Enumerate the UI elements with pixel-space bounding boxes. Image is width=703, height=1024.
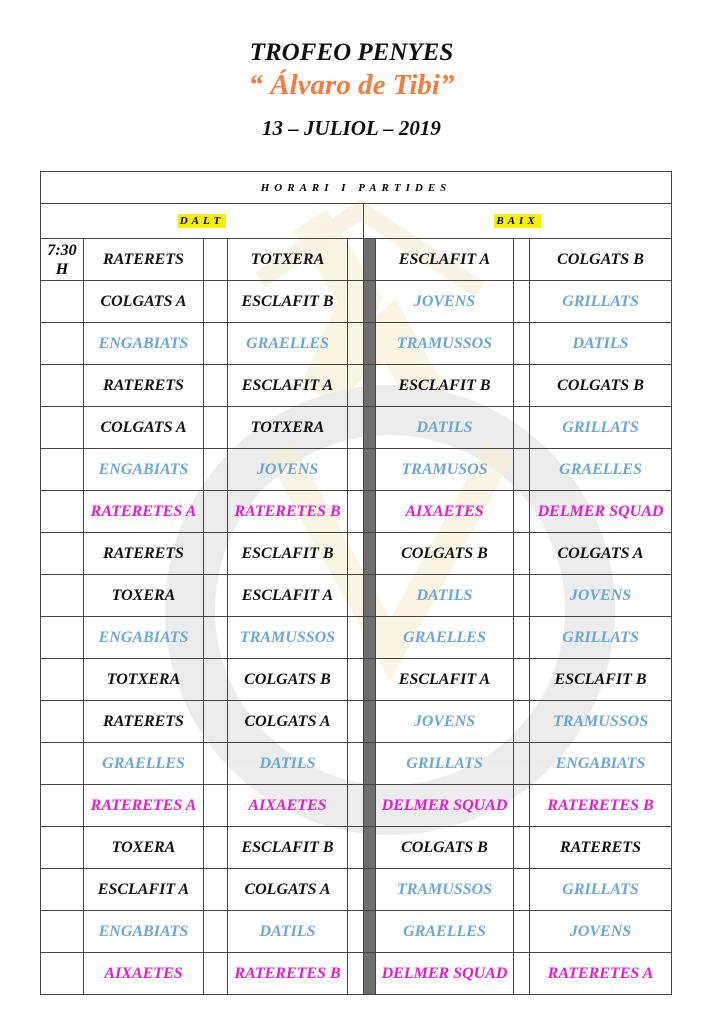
match-team-cell: COLGATS A [530, 533, 672, 575]
match-team-cell: AIXAETES [376, 491, 514, 533]
match-team-cell: JOVENS [530, 575, 672, 617]
time-cell [41, 785, 84, 827]
table-row [41, 449, 672, 491]
table-row [41, 491, 672, 533]
spacer-cell [514, 281, 530, 323]
spacer-cell [348, 575, 364, 617]
table-row [41, 911, 672, 953]
time-cell [41, 953, 84, 995]
match-team-cell: GRILLATS [530, 869, 672, 911]
match-team-cell: ESCLAFIT A [376, 239, 514, 281]
spacer-cell [514, 785, 530, 827]
spacer-cell [204, 491, 228, 533]
spacer-cell [204, 827, 228, 869]
time-cell [41, 533, 84, 575]
spacer-cell [204, 239, 228, 281]
column-divider [364, 407, 376, 449]
spacer-cell [204, 785, 228, 827]
match-team-cell: DELMER SQUAD [376, 785, 514, 827]
column-divider [364, 869, 376, 911]
match-team-cell: DELMER SQUAD [530, 491, 672, 533]
document-subtitle: “ Álvaro de Tibi” [248, 69, 455, 101]
schedule-rows [41, 239, 672, 995]
spacer-cell [514, 323, 530, 365]
table-row [41, 743, 672, 785]
document-header [0, 38, 703, 142]
column-divider [364, 953, 376, 995]
spacer-cell [204, 659, 228, 701]
match-team-cell: COLGATS A [228, 869, 348, 911]
spacer-cell [348, 953, 364, 995]
time-cell [41, 449, 84, 491]
match-team-cell: GRAELLES [376, 911, 514, 953]
match-team-cell: RATERETS [84, 701, 204, 743]
spacer-cell [348, 911, 364, 953]
time-cell [41, 617, 84, 659]
time-cell [41, 701, 84, 743]
spacer-cell [348, 617, 364, 659]
spacer-cell [348, 491, 364, 533]
match-team-cell: RATERETS [84, 365, 204, 407]
match-team-cell: DATILS [530, 323, 672, 365]
spacer-cell [514, 449, 530, 491]
table-row [41, 659, 672, 701]
spacer-cell [514, 953, 530, 995]
column-divider [364, 659, 376, 701]
match-team-cell: COLGATS B [530, 239, 672, 281]
spacer-cell [204, 911, 228, 953]
match-team-cell: ENGABIATS [530, 743, 672, 785]
match-team-cell: TOTXERA [84, 659, 204, 701]
match-team-cell: JOVENS [376, 281, 514, 323]
spacer-cell [204, 953, 228, 995]
spacer-cell [514, 365, 530, 407]
match-team-cell: RATERETS [84, 239, 204, 281]
section-label-dalt: DALT [179, 215, 225, 227]
match-team-cell: TRAMUSSOS [530, 701, 672, 743]
spacer-cell [514, 533, 530, 575]
spacer-cell [204, 365, 228, 407]
column-divider [364, 785, 376, 827]
match-team-cell: TRAMUSOS [376, 449, 514, 491]
spacer-cell [348, 281, 364, 323]
match-team-cell: ENGABIATS [84, 323, 204, 365]
table-row [41, 323, 672, 365]
spacer-cell [514, 575, 530, 617]
table-row [41, 953, 672, 995]
match-team-cell: DATILS [228, 911, 348, 953]
spacer-cell [514, 701, 530, 743]
time-cell [41, 743, 84, 785]
column-divider [364, 533, 376, 575]
column-divider [364, 281, 376, 323]
match-team-cell: RATERETES A [84, 785, 204, 827]
time-cell [41, 407, 84, 449]
spacer-cell [348, 827, 364, 869]
spacer-cell [514, 491, 530, 533]
match-team-cell: GRAELLES [84, 743, 204, 785]
match-team-cell: RATERETES B [228, 491, 348, 533]
spacer-cell [204, 449, 228, 491]
table-row [41, 533, 672, 575]
section-header-baix [364, 204, 672, 239]
spacer-cell [514, 827, 530, 869]
spacer-cell [348, 449, 364, 491]
match-team-cell: GRILLATS [530, 407, 672, 449]
spacer-cell [348, 365, 364, 407]
match-team-cell: COLGATS A [228, 701, 348, 743]
column-divider [364, 365, 376, 407]
spacer-cell [514, 659, 530, 701]
spacer-cell [204, 323, 228, 365]
table-row [41, 575, 672, 617]
match-team-cell: ESCLAFIT B [228, 827, 348, 869]
time-cell [41, 911, 84, 953]
table-row [41, 869, 672, 911]
spacer-cell [204, 743, 228, 785]
match-team-cell: JOVENS [530, 911, 672, 953]
match-team-cell: ESCLAFIT B [376, 365, 514, 407]
match-team-cell: AIXAETES [84, 953, 204, 995]
time-cell: 7:30 H [41, 239, 84, 281]
table-row [41, 785, 672, 827]
match-team-cell: RATERETS [530, 827, 672, 869]
column-divider [364, 911, 376, 953]
spacer-cell [514, 407, 530, 449]
table-row [41, 365, 672, 407]
spacer-cell [204, 407, 228, 449]
match-team-cell: COLGATS B [376, 827, 514, 869]
table-row [41, 239, 672, 281]
spacer-cell [514, 911, 530, 953]
spacer-cell [348, 743, 364, 785]
column-divider [364, 491, 376, 533]
spacer-cell [348, 533, 364, 575]
document-title: TROFEO PENYES [249, 39, 454, 66]
match-team-cell: COLGATS B [376, 533, 514, 575]
match-team-cell: GRILLATS [530, 617, 672, 659]
match-team-cell: COLGATS A [84, 281, 204, 323]
table-title [41, 172, 672, 204]
time-cell [41, 365, 84, 407]
match-team-cell: GRILLATS [530, 281, 672, 323]
column-divider [364, 617, 376, 659]
match-team-cell: COLGATS B [530, 365, 672, 407]
match-team-cell: RATERETES A [84, 491, 204, 533]
column-divider [364, 575, 376, 617]
match-team-cell: ENGABIATS [84, 617, 204, 659]
match-team-cell: TOTXERA [228, 407, 348, 449]
spacer-cell [348, 869, 364, 911]
match-team-cell: ESCLAFIT B [228, 281, 348, 323]
match-team-cell: RATERETES B [530, 785, 672, 827]
match-team-cell: ESCLAFIT A [228, 575, 348, 617]
match-team-cell: ESCLAFIT B [530, 659, 672, 701]
time-cell [41, 491, 84, 533]
spacer-cell [514, 239, 530, 281]
match-team-cell: ENGABIATS [84, 449, 204, 491]
match-team-cell: TOTXERA [228, 239, 348, 281]
table-row [41, 701, 672, 743]
spacer-cell [348, 407, 364, 449]
match-team-cell: RATERETES A [530, 953, 672, 995]
match-team-cell: ESCLAFIT A [376, 659, 514, 701]
match-team-cell: GRAELLES [228, 323, 348, 365]
match-team-cell: COLGATS B [228, 659, 348, 701]
column-divider [364, 743, 376, 785]
match-team-cell: COLGATS A [84, 407, 204, 449]
spacer-cell [348, 323, 364, 365]
time-cell [41, 575, 84, 617]
match-team-cell: RATERETES B [228, 953, 348, 995]
spacer-cell [204, 701, 228, 743]
table-row [41, 827, 672, 869]
schedule-table [40, 171, 672, 995]
spacer-cell [514, 869, 530, 911]
table-row [41, 407, 672, 449]
match-team-cell: TRAMUSSOS [376, 323, 514, 365]
match-team-cell: TOXERA [84, 575, 204, 617]
spacer-cell [204, 575, 228, 617]
time-cell [41, 281, 84, 323]
match-team-cell: GRILLATS [376, 743, 514, 785]
spacer-cell [348, 785, 364, 827]
event-date: 13 – JULIOL – 2019 [262, 116, 441, 140]
time-cell [41, 827, 84, 869]
column-divider [364, 323, 376, 365]
time-cell [41, 659, 84, 701]
match-team-cell: GRAELLES [376, 617, 514, 659]
spacer-cell [204, 617, 228, 659]
section-header-dalt [41, 204, 364, 239]
match-team-cell: DELMER SQUAD [376, 953, 514, 995]
column-divider [364, 827, 376, 869]
spacer-cell [204, 869, 228, 911]
match-team-cell: TOXERA [84, 827, 204, 869]
time-cell [41, 323, 84, 365]
match-team-cell: JOVENS [376, 701, 514, 743]
match-team-cell: TRAMUSSOS [376, 869, 514, 911]
spacer-cell [514, 617, 530, 659]
spacer-cell [348, 659, 364, 701]
spacer-cell [204, 533, 228, 575]
spacer-cell [348, 701, 364, 743]
spacer-cell [514, 743, 530, 785]
spacer-cell [204, 281, 228, 323]
match-team-cell: GRAELLES [530, 449, 672, 491]
column-divider [364, 701, 376, 743]
match-team-cell: JOVENS [228, 449, 348, 491]
match-team-cell: AIXAETES [228, 785, 348, 827]
time-cell [41, 869, 84, 911]
match-team-cell: ESCLAFIT A [84, 869, 204, 911]
column-divider [364, 239, 376, 281]
column-divider [364, 449, 376, 491]
table-row [41, 617, 672, 659]
match-team-cell: TRAMUSSOS [228, 617, 348, 659]
match-team-cell: DATILS [376, 407, 514, 449]
match-team-cell: RATERETS [84, 533, 204, 575]
table-title-text: HORARI I PARTIDES [260, 181, 452, 194]
section-label-baix: BAIX [496, 215, 539, 227]
match-team-cell: DATILS [228, 743, 348, 785]
match-team-cell: ENGABIATS [84, 911, 204, 953]
match-team-cell: DATILS [376, 575, 514, 617]
table-row [41, 281, 672, 323]
match-team-cell: ESCLAFIT B [228, 533, 348, 575]
match-team-cell: ESCLAFIT A [228, 365, 348, 407]
spacer-cell [348, 239, 364, 281]
